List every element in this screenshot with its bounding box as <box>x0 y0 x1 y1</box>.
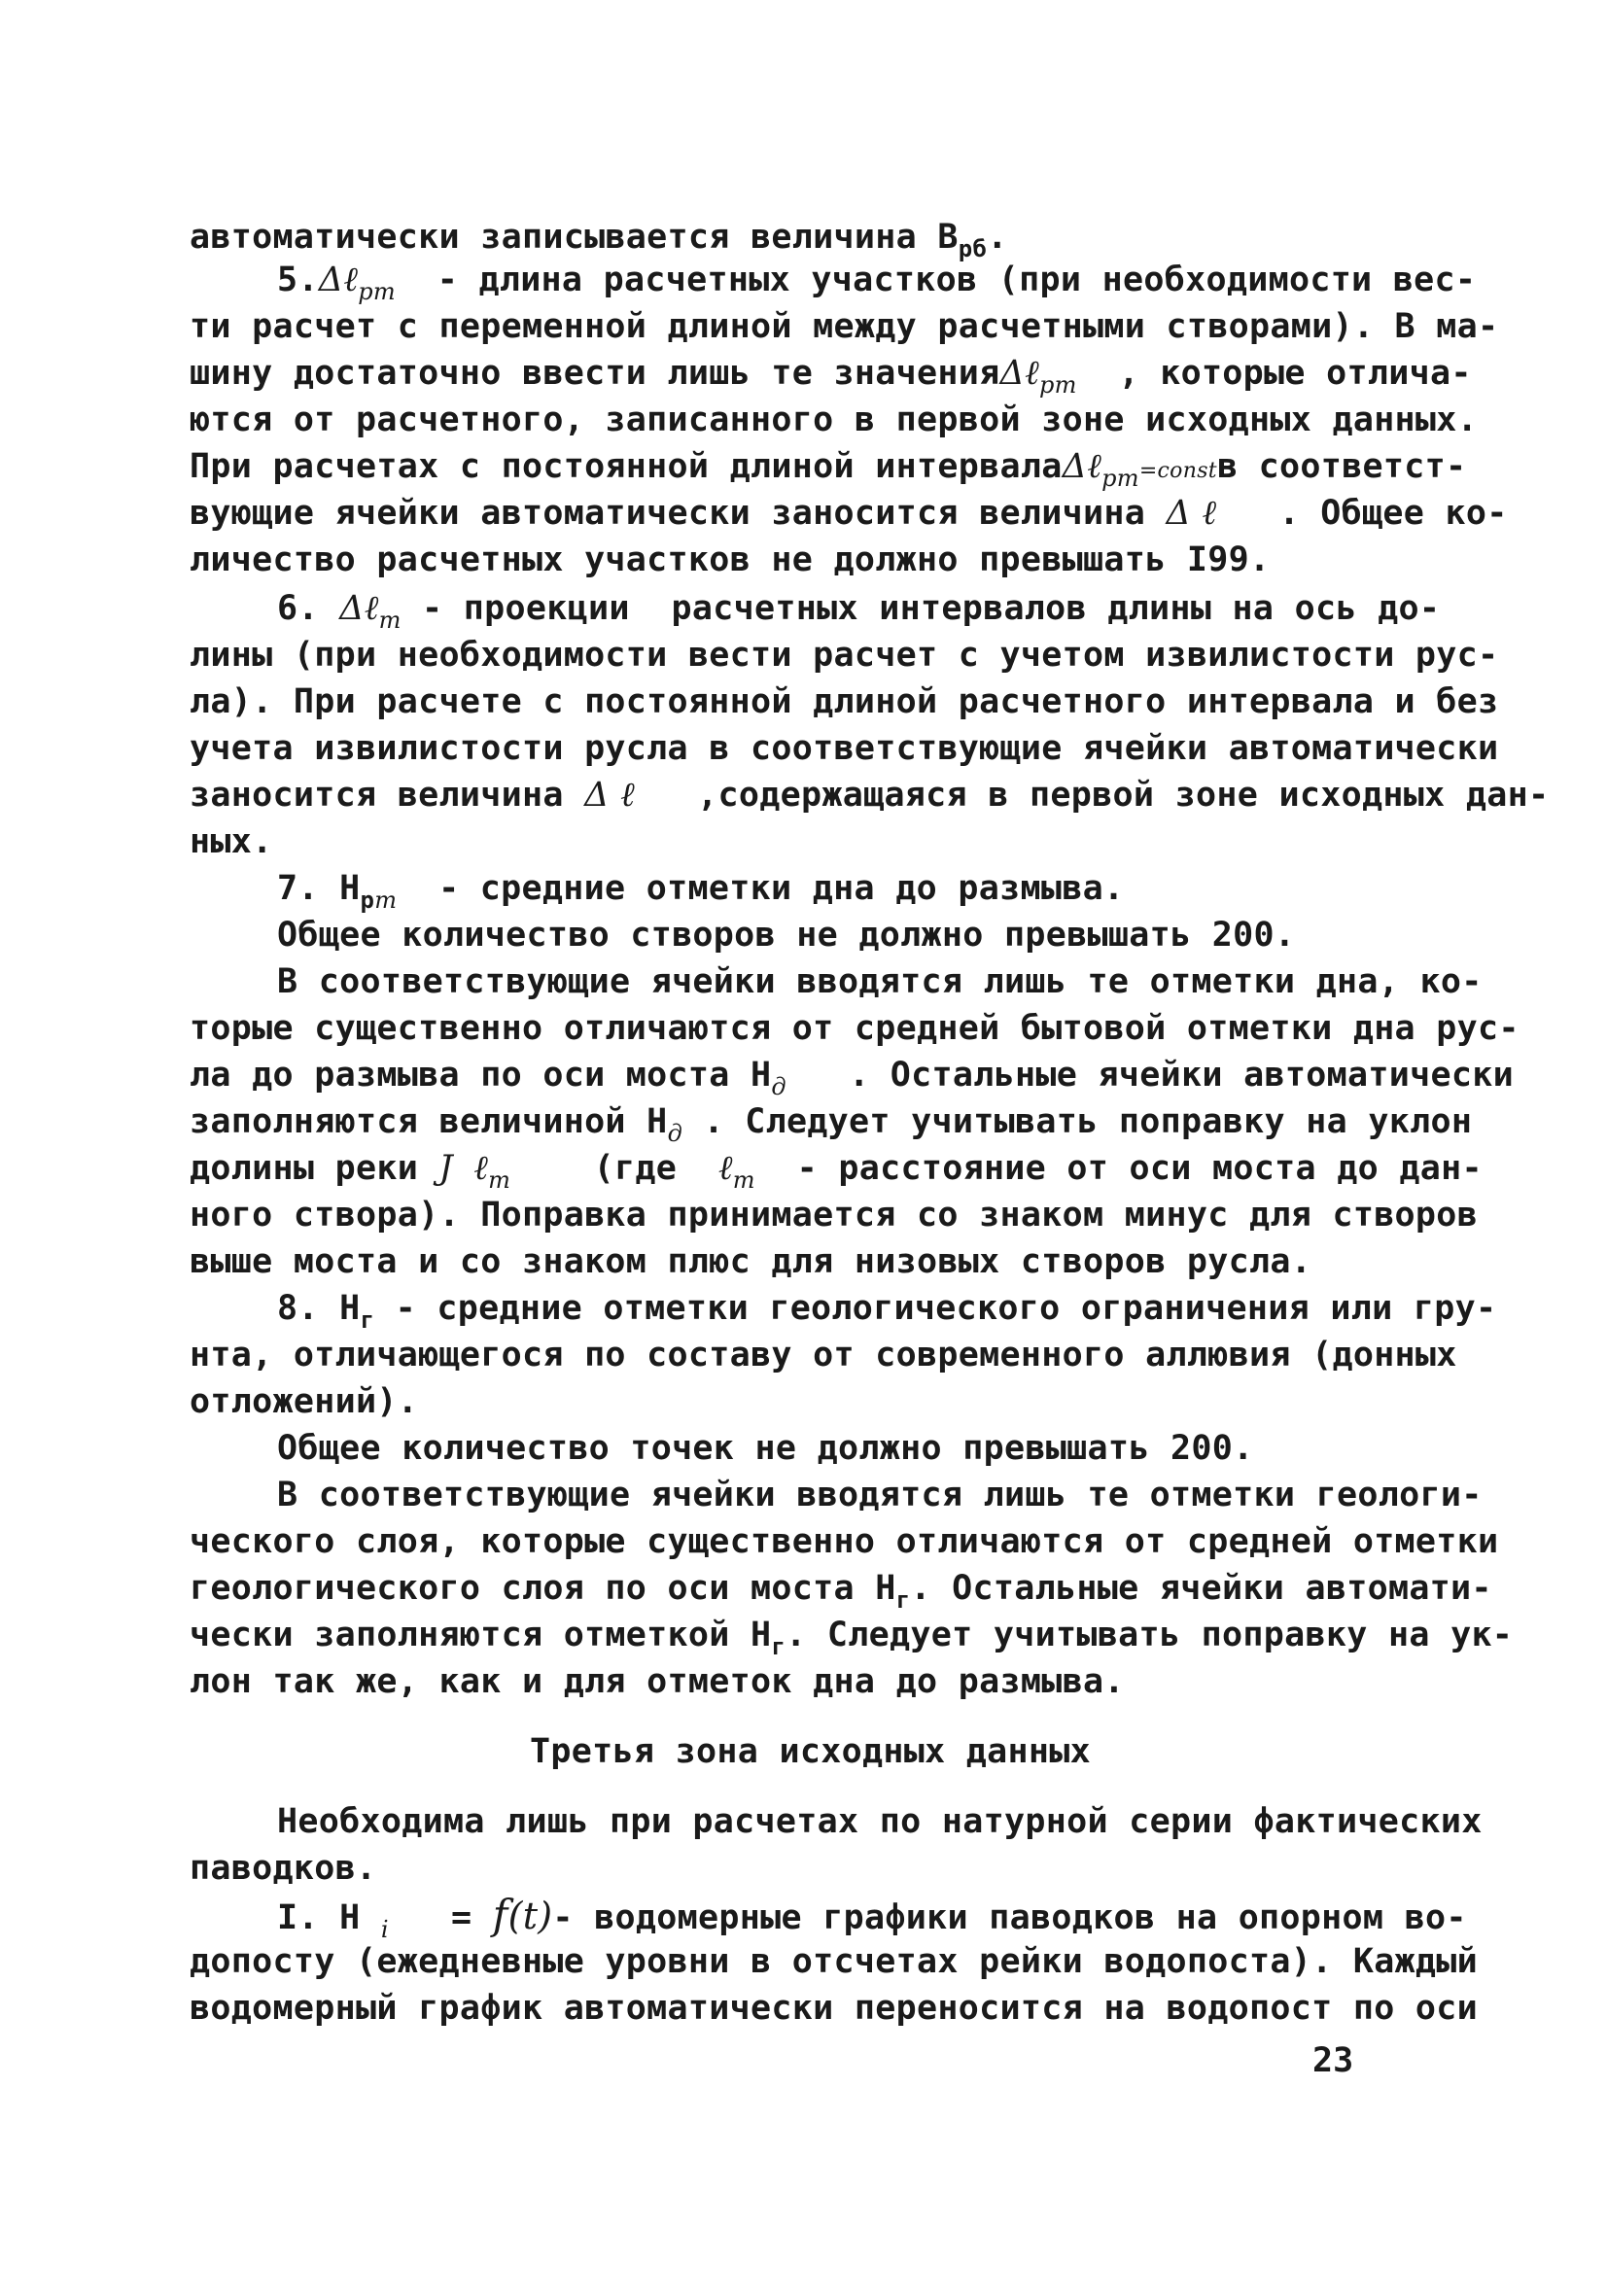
text-line: шину достаточно ввести лишь те значенияΔℓ$_{pm}$ , которые отлича- <box>190 354 1472 399</box>
text-line: геологического слоя по оси моста $Н_г$. Остальные ячейки автомати- <box>190 1569 1492 1614</box>
text-line: чески заполняются отметкой $Н_г$. Следует учитывать поправку на ук- <box>190 1616 1514 1660</box>
text-line: допосту (ежедневные уровни в отсчетах рейки водопоста). Каждый <box>190 1942 1479 1981</box>
text-line: ческого слоя, которые существенно отличаются от средней отметки <box>190 1522 1499 1561</box>
text-line: 5.Δℓ$_{pm}$ - длина расчетных участков (при необходимости вес- <box>277 261 1477 305</box>
text-line: заполняются величиной $Н_д$ . Следует учитывать поправку на уклон <box>190 1102 1473 1147</box>
text-line: В соответствующие ячейки вводятся лишь те отметки дна, ко- <box>277 962 1483 1001</box>
text-line: торые существенно отличаются от средней бытовой отметки дна рус- <box>190 1009 1520 1048</box>
text-line: ти расчет с переменной длиной между расчетными створами). В ма- <box>190 307 1499 346</box>
text-line: лины (при необходимости вести расчет с учетом извилистости рус- <box>190 636 1499 675</box>
text-line: лон так же, как и для отметок дна до размыва. <box>190 1662 1125 1701</box>
text-line: вующие ячейки автоматически заносится величина Δ ℓ . Общее ко- <box>190 494 1508 533</box>
text-line: Общее количество створов не должно превышать 200. <box>277 916 1296 955</box>
section-heading: Третья зона исходных данных <box>530 1732 1092 1771</box>
text-line: 6. Δℓ$_m$ - проекции расчетных интервалов длины на ось до- <box>277 589 1441 634</box>
text-line: 8. $Н_г$ - средние отметки геологического ограничения или гру- <box>277 1289 1497 1334</box>
text-line: заносится величина Δ ℓ ,содержащаяся в первой зоне исходных дан- <box>190 776 1550 815</box>
text-line: ного створа). Поправка принимается со знаком минус для створов <box>190 1196 1479 1235</box>
text-line: учета извилистости русла в соответствующие ячейки автоматически <box>190 729 1499 768</box>
text-line: ла до размыва по оси моста $Н_д$ . Остальные ячейки автоматически <box>190 1056 1514 1100</box>
text-line: I. Н $_i$ = f(t)- водомерные графики паводков на опорном во- <box>277 1891 1467 1943</box>
text-line: ются от расчетного, записанного в первой зоне исходных данных. <box>190 400 1479 439</box>
text-line: долины реки J ℓ$_m$ (где ℓ$_m$ - расстояние от оси моста до дан- <box>190 1149 1483 1194</box>
text-line: отложений). <box>190 1382 419 1421</box>
text-line: нта, отличающегося по составу от современного аллювия (донных <box>190 1336 1457 1374</box>
text-line: личество расчетных участков не должно превышать I99. <box>190 540 1271 579</box>
text-line: Необходима лишь при расчетах по натурной серии фактических <box>277 1802 1483 1841</box>
page-number: 23 <box>1312 2041 1354 2080</box>
text-line: При расчетах с постоянной длиной интервалаΔℓ$_{pm}$=constв соответст- <box>190 447 1467 492</box>
text-line: 7. $Н_{pm}$ - средние отметки дна до размыва. <box>277 869 1125 914</box>
text-line: выше моста и со знаком плюс для низовых створов русла. <box>190 1242 1312 1281</box>
text-line: Общее количество точек не должно превышать 200. <box>277 1429 1254 1468</box>
text-line: паводков. <box>190 1849 377 1888</box>
text-line: водомерный график автоматически переносится на водопост по оси <box>190 1989 1479 2028</box>
text-line: автоматически записывается величина $В_{рб}$. <box>190 218 1008 262</box>
text-line: ла). При расчете с постоянной длиной расчетного интервала и без <box>190 682 1499 721</box>
text-line: ных. <box>190 822 273 861</box>
text-line: В соответствующие ячейки вводятся лишь те отметки геологи- <box>277 1476 1483 1514</box>
